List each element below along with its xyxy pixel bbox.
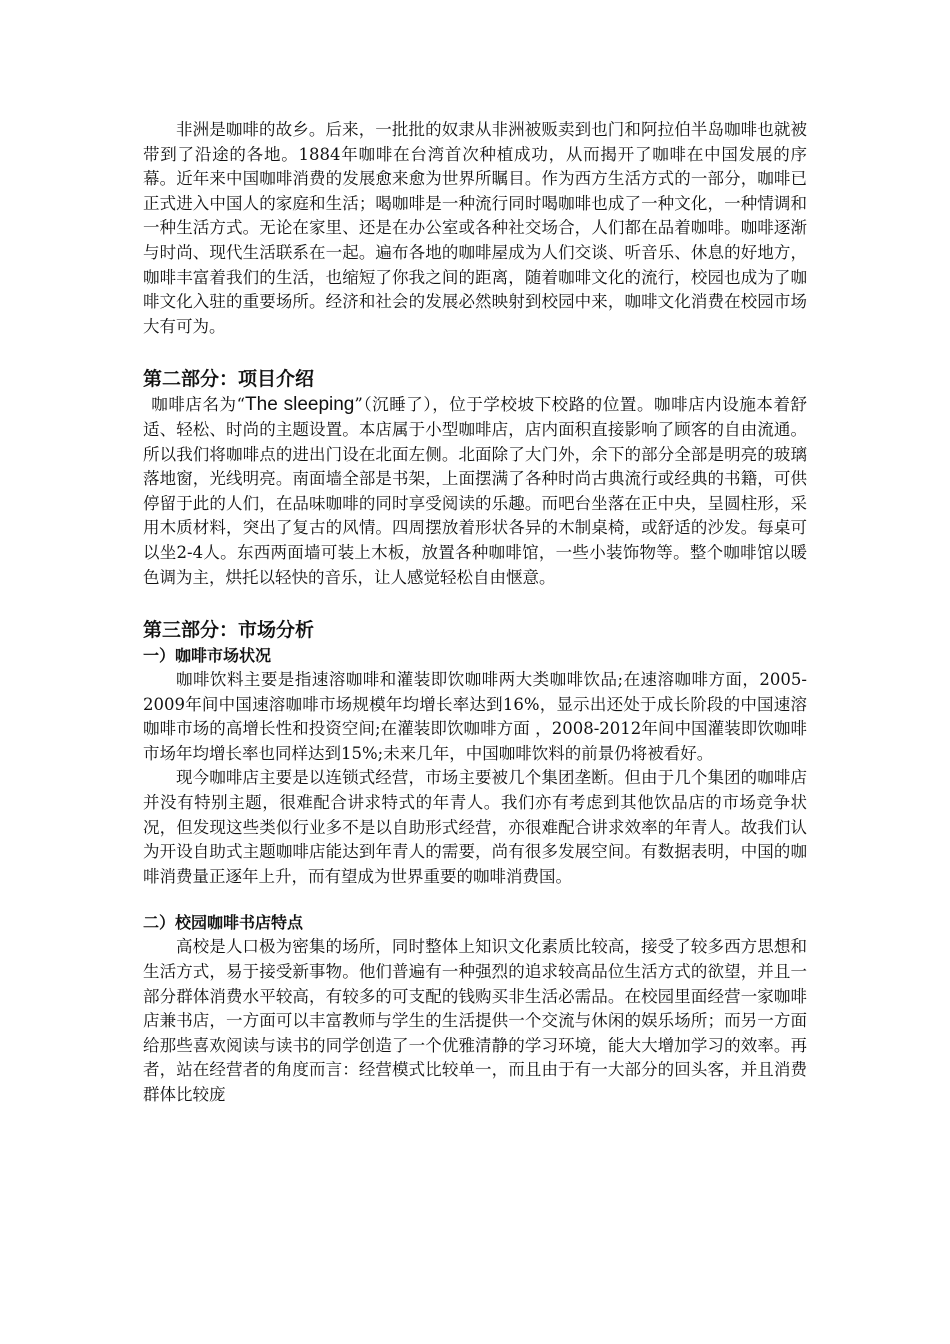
document-page (143, 118, 807, 1108)
part2-heading: 第二部分：项目介绍 (143, 368, 315, 391)
coffee-market-paragraph-1: 咖啡饮料主要是指速溶咖啡和灌装即饮咖啡两大类咖啡饮品;在速溶咖啡方面，2005-2009年间中国速溶咖啡市场规模年均增长率达到16%，显示出还处于成长阶段的中国速溶咖啡市场的高增长性和投资空间;在灌装即饮咖啡方面 ，2008-2012年间中国灌装即饮咖啡市场年均增长率也同样达到15%;未来几年，中国咖啡饮料的前景仍将被看好。 (143, 670, 807, 763)
coffee-market-paragraph-2: 现今咖啡店主要是以连锁式经营，市场主要被几个集团垄断。但由于几个集团的咖啡店并没有特别主题，很难配合讲求特式的年青人。我们亦有考虑到其他饮品店的市场竞争状况，但发现这些类似行业多不是以自助形式经营，亦很难配合讲求效率的年青人。故我们认为开设自助式主题咖啡店能达到年青人的需要，尚有很多发展空间。有数据表明，中国的咖啡消费量正逐年上升，而有望成为世界重要的咖啡消费国。 (143, 768, 807, 886)
part2-paragraph (143, 393, 807, 590)
shop-name: The sleeping (245, 394, 355, 416)
part2-lead: 咖啡店名为“ (151, 395, 246, 415)
spacer (143, 590, 807, 616)
part3-heading: 第三部分：市场分析 (143, 619, 315, 642)
spacer (143, 339, 807, 365)
spacer (143, 889, 807, 911)
section-heading-campus-bookstore: 二）校园咖啡书店特点 (143, 913, 304, 933)
section-heading-coffee-market: 一）咖啡市场状况 (143, 646, 272, 666)
part2-rest: ”（沉睡了），位于学校坡下校路的位置。咖啡店内设施本着舒适、轻松、时尚的主题设置。本店属于小型咖啡店，店内面积直接影响了顾客的自由流通。所以我们将咖啡点的进出门设在北面左侧。北面除了大门外，余下的部分全部是明亮的玻璃落地窗，光线明亮。南面墙全部是书架，上面摆满了各种时尚古典流行或经典的书籍，可供停留于此的人们，在品味咖啡的同时享受阅读的乐趣。而吧台坐落在正中央，呈圆柱形，采用木质材料，突出了复古的风情。四周摆放着形状各异的木制桌椅，或舒适的沙发。每桌可以坐2-4人。东西两面墙可装上木板，放置各种咖啡馆，一些小装饰物等。整个咖啡馆以暖色调为主，烘托以轻快的音乐，让人感觉轻松自由惬意。 (143, 395, 808, 587)
intro-paragraph: 非洲是咖啡的故乡。后来，一批批的奴隶从非洲被贩卖到也门和阿拉伯半岛咖啡也就被带到了沿途的各地。1884年咖啡在台湾首次种植成功，从而揭开了咖啡在中国发展的序幕。近年来中国咖啡消费的发展愈来愈为世界所瞩目。作为西方生活方式的一部分，咖啡已正式进入中国人的家庭和生活；喝咖啡是一种流行同时喝咖啡也成了一种文化，一种情调和一种生活方式。无论在家里、还是在办公室或各种社交场合，人们都在品着咖啡。咖啡逐渐与时尚、现代生活联系在一起。遍布各地的咖啡屋成为人们交谈、听音乐、休息的好地方，咖啡丰富着我们的生活，也缩短了你我之间的距离，随着咖啡文化的流行，校园也成为了咖啡文化入驻的重要场所。经济和社会的发展必然映射到校园中来，咖啡文化消费在校园市场大有可为。 (143, 120, 807, 336)
campus-bookstore-paragraph: 高校是人口极为密集的场所，同时整体上知识文化素质比较高，接受了较多西方思想和生活方式，易于接受新事物。他们普遍有一种强烈的追求较高品位生活方式的欲望，并且一部分群体消费水平较高，有较多的可支配的钱购买非生活必需品。在校园里面经营一家咖啡店兼书店，一方面可以丰富教师与学生的生活提供一个交流与休闲的娱乐场所；而另一方面给那些喜欢阅读与读书的同学创造了一个优雅清静的学习环境，能大大增加学习的效率。再者，站在经营者的角度而言：经营模式比较单一，而且由于有一大部分的回头客，并且消费群体比较庞 (143, 937, 807, 1104)
